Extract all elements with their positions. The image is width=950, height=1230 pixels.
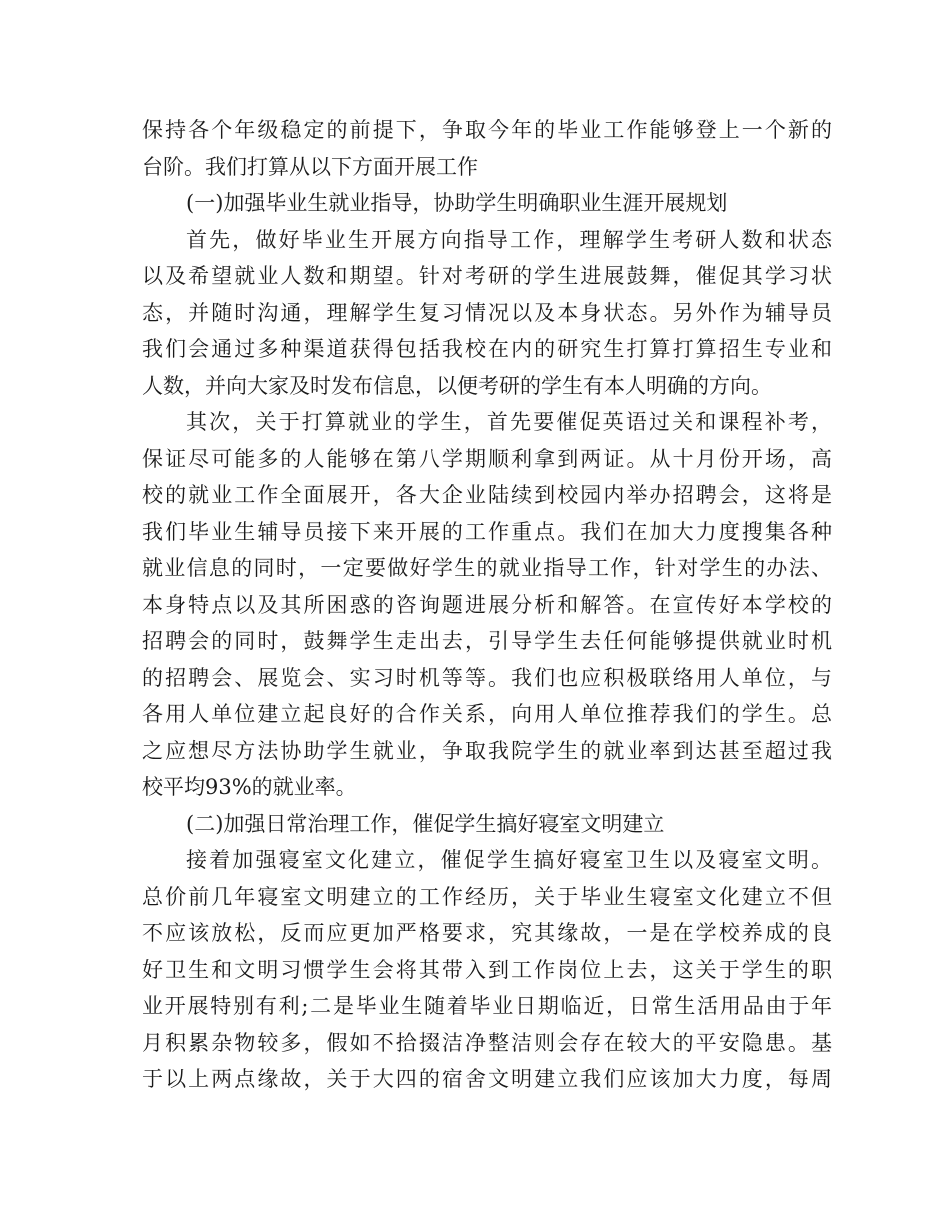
text-line: 接着加强寝室文化建立，催促学生搞好寝室卫生以及寝室文明。 <box>186 848 832 872</box>
text-line: 以及希望就业人数和期望。针对考研的学生进展鼓舞，催促其学习状 <box>142 264 832 288</box>
text-line: 保持各个年级稳定的前提下，争取今年的毕业工作能够登上一个新的 <box>142 118 832 142</box>
text-line: 人数，并向大家及时发布信息，以便考研的学生有本人明确的方向。 <box>142 373 772 398</box>
text-line: 好卫生和文明习惯学生会将其带入到工作岗位上去，这关于学生的职 <box>142 957 832 982</box>
text-line: 我们会通过多种渠道获得包括我校在内的研究生打算打算招生专业和 <box>142 337 832 361</box>
text-line: 月积累杂物较多，假如不拾掇洁净整洁则会存在较大的平安隐患。基 <box>142 1030 832 1055</box>
text-line: 于以上两点缘故，关于大四的宿舍文明建立我们应该加大力度，每周 <box>142 1067 832 1091</box>
text-line: 就业信息的同时，一定要做好学生的就业指导工作，针对学生的办法、 <box>142 556 832 580</box>
text-line: (二)加强日常治理工作，催促学生搞好寝室文明建立 <box>186 811 665 836</box>
text-line: 各用人单位建立起良好的合作关系，向用人单位推荐我们的学生。总 <box>142 702 832 726</box>
text-line: 校平均93%的就业率。 <box>142 775 357 799</box>
document-page <box>142 112 832 1098</box>
text-line: 总价前几年寝室文明建立的工作经历，关于毕业生寝室文化建立不但 <box>142 884 832 909</box>
text-line: 不应该放松，反而应更加严格要求，究其缘故，一是在学校养成的良 <box>142 921 832 945</box>
text-line: 保证尽可能多的人能够在第八学期顺利拿到两证。从十月份开场，高 <box>142 446 832 471</box>
text-line: 之应想尽方法协助学生就业，争取我院学生的就业率到达甚至超过我 <box>142 738 832 763</box>
text-line: 我们毕业生辅导员接下来开展的工作重点。我们在加大力度搜集各种 <box>142 519 832 544</box>
text-line: 首先，做好毕业生开展方向指导工作，理解学生考研人数和状态 <box>186 227 832 252</box>
text-line: 其次，关于打算就业的学生，首先要催促英语过关和课程补考， <box>186 410 832 434</box>
text-line: 的招聘会、展览会、实习时机等等。我们也应积极联络用人单位，与 <box>142 665 832 690</box>
text-line: 态，并随时沟通，理解学生复习情况以及本身状态。另外作为辅导员 <box>142 300 832 325</box>
text-line: 本身特点以及其所困惑的咨询题进展分析和解答。在宣传好本学校的 <box>142 592 832 617</box>
text-line: (一)加强毕业生就业指导，协助学生明确职业生涯开展规划 <box>186 191 728 215</box>
text-line: 业开展特别有利;二是毕业生随着毕业日期临近，日常生活用品由于年 <box>142 994 832 1018</box>
text-line: 台阶。我们打算从以下方面开展工作 <box>142 154 478 179</box>
text-line: 招聘会的同时，鼓舞学生走出去，引导学生去任何能够提供就业时机 <box>142 629 832 653</box>
text-line: 校的就业工作全面展开，各大企业陆续到校园内举办招聘会，这将是 <box>142 483 832 507</box>
